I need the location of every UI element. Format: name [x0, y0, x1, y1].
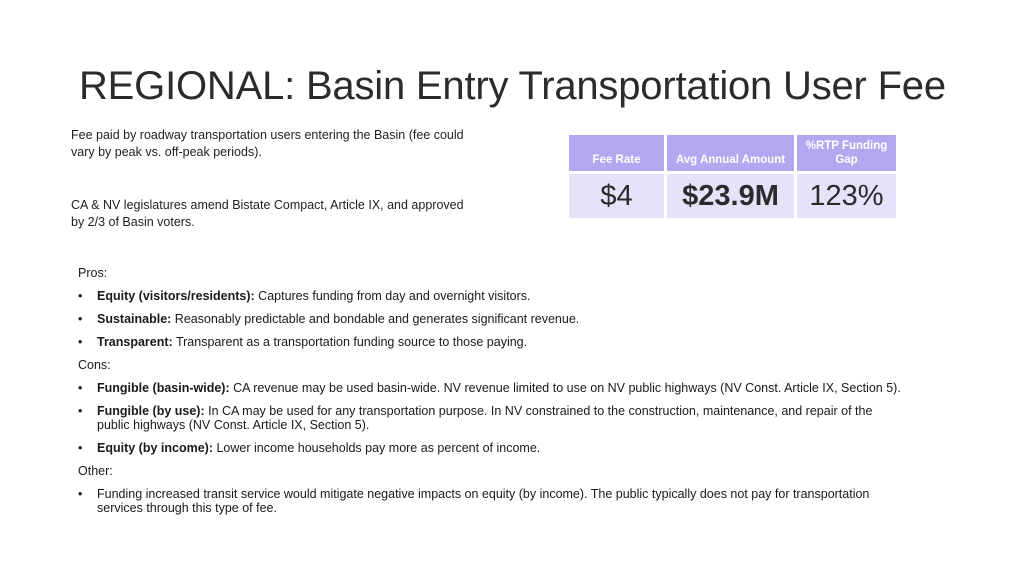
pros-cons-list [78, 266, 908, 524]
item-label: Sustainable: [97, 312, 172, 326]
bullet-icon: • [78, 404, 83, 418]
cell-avg-annual-amount: $23.9M [667, 174, 794, 218]
intro-legislation: CA & NV legislatures amend Bistate Compact, Article IX, and approved by 2/3 of Basin voters. [71, 198, 464, 229]
item-text: Reasonably predictable and bondable and generates significant revenue. [171, 312, 580, 326]
bullet-icon: • [78, 487, 83, 501]
item-text: Captures funding from day and overnight visitors. [254, 289, 531, 303]
list-item [78, 487, 908, 515]
list-item [78, 312, 908, 326]
item-label: Equity (by income): [97, 441, 213, 455]
pros-items [78, 289, 908, 349]
item-text: Transparent as a transportation funding source to those paying. [172, 335, 528, 349]
item-label: Transparent: [97, 335, 173, 349]
slide-title: REGIONAL: Basin Entry Transportation User Fee [79, 64, 946, 108]
other-label: Other: [78, 464, 113, 478]
cell-rtp-funding-gap: 123% [797, 174, 896, 218]
header-rtp-funding-gap: %RTP Funding Gap [797, 135, 896, 171]
item-text: In CA may be used for any transportation purpose. In NV constrained to the construction, maintenance, and repair of the public highways (NV Const. Article IX, Section 5). [97, 404, 873, 432]
other-items [78, 487, 908, 515]
table-header-row [569, 135, 896, 171]
bullet-icon: • [78, 381, 83, 395]
cons-label: Cons: [78, 358, 111, 372]
item-text: Lower income households pay more as percent of income. [212, 441, 541, 455]
bullet-icon: • [78, 312, 83, 326]
fee-summary-table [566, 132, 899, 221]
cons-items [78, 381, 908, 455]
intro-description: Fee paid by roadway transportation users entering the Basin (fee could vary by peak vs. off-peak periods). [71, 128, 464, 159]
list-item [78, 335, 908, 349]
item-label: Fungible (by use): [97, 404, 205, 418]
list-item [78, 381, 908, 395]
cell-fee-rate: $4 [569, 174, 664, 218]
list-item [78, 404, 908, 432]
item-label: Fungible (basin-wide): [97, 381, 230, 395]
item-label: Equity (visitors/residents): [97, 289, 255, 303]
list-item [78, 289, 908, 303]
bullet-icon: • [78, 335, 83, 349]
item-text: CA revenue may be used basin-wide. NV revenue limited to use on NV public highways (NV Const. Article IX, Section 5). [229, 381, 901, 395]
header-fee-rate: Fee Rate [569, 135, 664, 171]
list-item [78, 441, 908, 455]
pros-label: Pros: [78, 266, 108, 280]
header-avg-annual-amount: Avg Annual Amount [667, 135, 794, 171]
item-text: Funding increased transit service would mitigate negative impacts on equity (by income). The public typically does not pay for transportation services through this type of fee. [97, 487, 870, 515]
bullet-icon: • [78, 441, 83, 455]
table-row [569, 174, 896, 218]
bullet-icon: • [78, 289, 83, 303]
